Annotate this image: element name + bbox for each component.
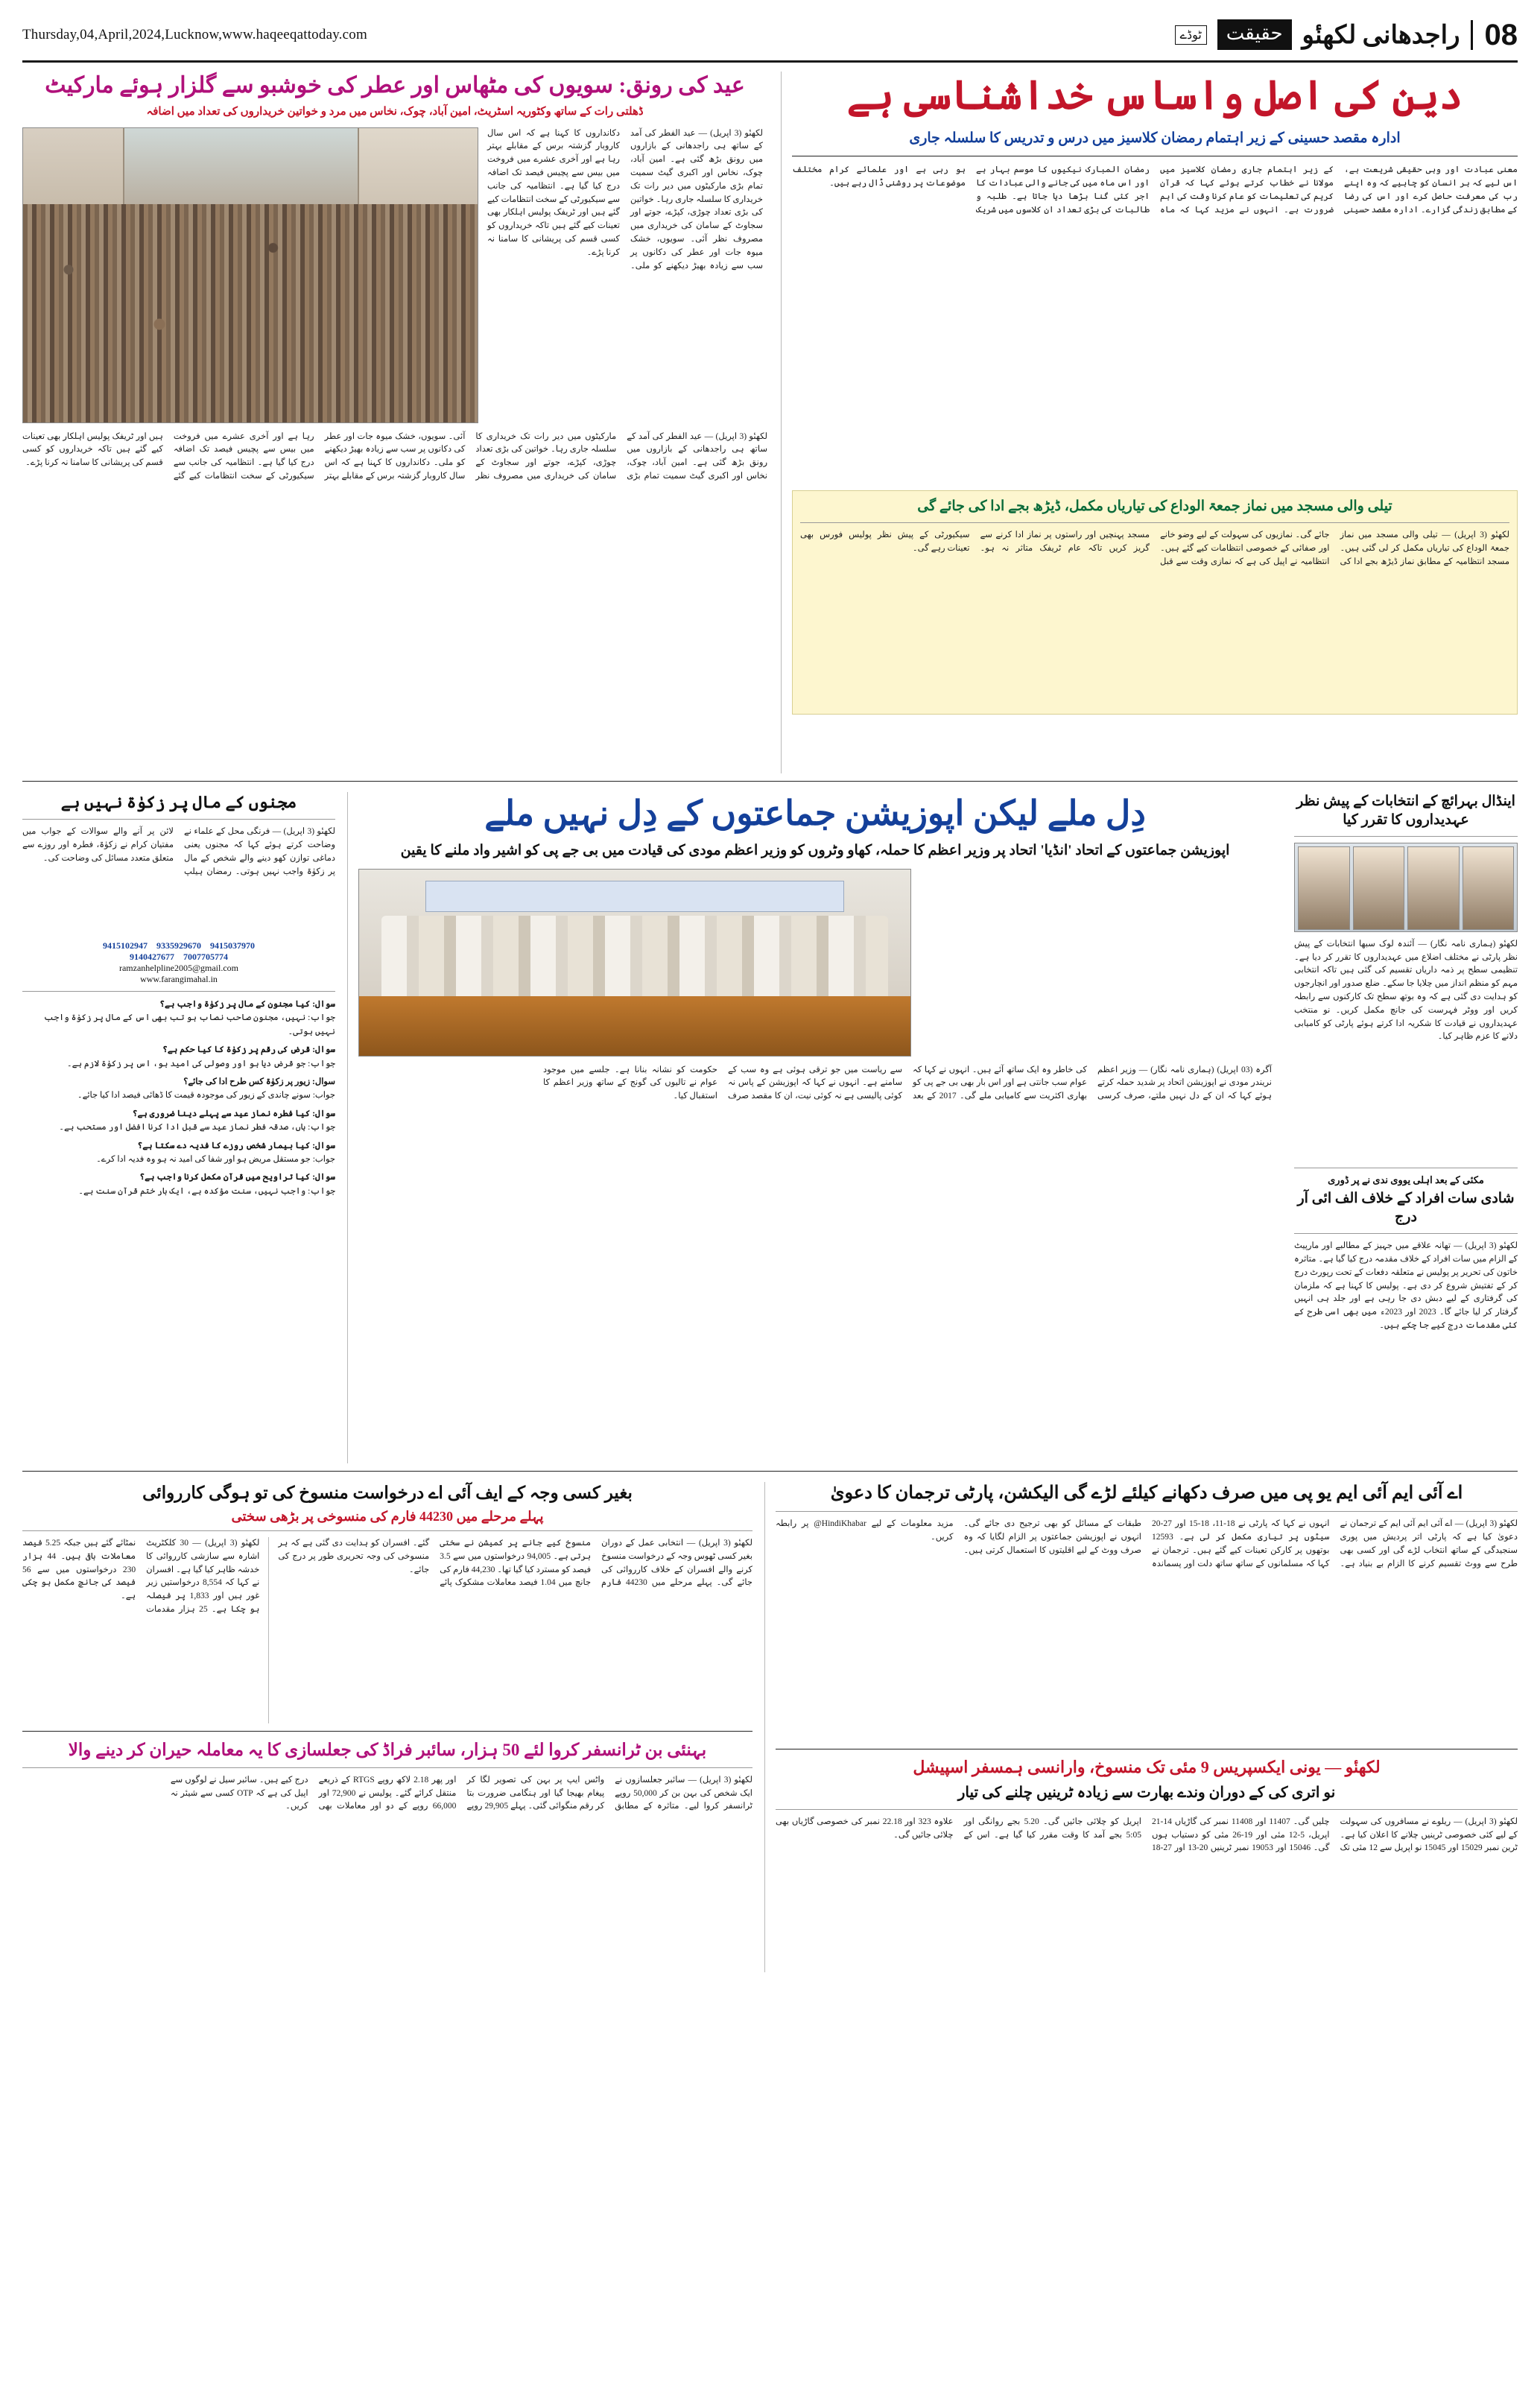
brand-title: راجدھانی لکھنٔو xyxy=(1302,21,1460,49)
eid-story xyxy=(22,72,767,773)
qa-answer: جواب: جو قرض دیا ہو اور وصولی کی امید ہو، اس پر زکوٰۃ لازم ہے۔ xyxy=(66,1059,335,1068)
qa-item xyxy=(22,1075,335,1103)
application-headline: بغیر کسی وجہ کے ایف آئی اے درخواست منسوخ کی تو ہوگی کارروائی xyxy=(142,1483,633,1503)
application-side: لکھنٔو (3 اپریل) — 30 کلکٹریٹ اشارہ سے سازشی کارروائی کا خدشہ ظاہر کیا گیا ہے۔ افسران نے کہا کہ 8,554 درخواستیں زیر غور ہیں اور 1,833 پر فیصلہ ہو چکا ہے۔ 25 ہزار مقدمات نمٹائے گئے ہیں جبکہ 5.25 فیصد معاملات باقی ہیں۔ 44 ہزار 230 درخواستوں میں سے 56 فیصد کی جانچ مکمل ہو چکی ہے۔ xyxy=(22,1538,260,1615)
fir-kicker: مکئی کے بعد اہلی یووی ندی نے پر ڈوری xyxy=(1328,1174,1484,1185)
lead-subhead: ادارہ مقصد حسینی کے زیر اہتمام رمضان کلاسیز میں درس و تدریس کا سلسلہ جاری xyxy=(909,130,1401,146)
eid-body-continued: لکھنٔو (3 اپریل) — عید الفطر کی آمد کے ساتھ ہی راجدھانی کے بازاروں میں رونق بڑھ گئی ہے۔ امین آباد، چوک، نخاس اور اکبری گیٹ سمیت تمام بڑی مارکیٹوں میں دیر رات تک خریداری کا سلسلہ جاری رہا۔ خواتین کی بڑی تعداد چوڑی، کپڑے، جوتے اور سجاوٹ کے سامان کی خریداری میں مصروف نظر آئی۔ سویوں، خشک میوہ جات اور عطر کی دکانوں پر سب سے زیادہ بھیڑ دیکھنے کو ملی۔ دکانداروں کا کہنا ہے کہ اس سال کاروبار گزشتہ برس کے مقابلے بہتر رہا ہے اور آخری عشرے میں فروخت میں بیس سے پچیس فیصد تک اضافہ درج کیا گیا ہے۔ انتظامیہ کی جانب سے سیکیورٹی کے سخت انتظامات کیے گئے ہیں اور ٹریفک پولیس اہلکار بھی تعینات کیے گئے ہیں تاکہ خریداروں کو کسی قسم کی پریشانی کا سامنا نہ کرنا پڑے۔ xyxy=(22,431,767,481)
bottom-right-column xyxy=(764,1482,1518,1972)
politics-body: آگرہ (03 اپریل) (ہماری نامہ نگار) — وزیر اعظم نریندر مودی نے اپوزیشن اتحاد پر شدید حملہ کرتے ہوئے کہا کہ ان کے دل نہیں ملتے، صرف کرسی کی خاطر وہ ایک ساتھ آئے ہیں۔ انہوں نے کہا کہ عوام سب جانتی ہے اور اس بار بھی بی جے پی کو بھاری اکثریت سے کامیابی ملے گی۔ 2017 کے بعد سے ریاست میں جو ترقی ہوئی ہے وہ سب کے سامنے ہے۔ انہوں نے کہا کہ اپوزیشن کے پاس نہ کوئی پالیسی ہے نہ کوئی نیت، ان کا مقصد صرف حکومت کو نشانہ بنانا ہے۔ جلسے میں موجود عوام نے تالیوں کی گونج کے ساتھ وزیر اعظم کا استقبال کیا۔ xyxy=(543,1065,1272,1101)
aimim-headline: اے آئی ایم آئی ایم یو پی میں صرف دکھانے کیلئے لڑے گی الیکشن، پارٹی ترجمان کا دعویٰ xyxy=(830,1483,1463,1504)
qa-item xyxy=(22,998,335,1039)
masthead xyxy=(22,19,1518,63)
email-1[interactable]: ramzanhelpline2005@gmail.com xyxy=(118,963,238,974)
lead-headline: دین کی اصل واساس خداشناسی ہے xyxy=(846,73,1463,118)
middle-section xyxy=(22,792,1518,1464)
brand-sub: ٹوڈے xyxy=(1175,25,1207,45)
fir-headline: شادی سات افراد کے خلاف الف ائی آر درج xyxy=(1297,1190,1515,1226)
eid-subhead: ڈھلتی رات کے ساتھ وکٹوریہ اسٹریٹ، امین آباد، چوک، نخاس میں مرد و خواتین خریداروں کی تعداد میں اضافہ xyxy=(146,105,644,118)
qa-answer: جواب: ہاں، صدقہ فطر نماز عید سے قبل ادا کرنا افضل اور مستحب ہے۔ xyxy=(59,1123,335,1133)
bottom-left-column xyxy=(22,1482,752,1972)
qa-question: سوال: زیور پر زکوٰۃ کس طرح ادا کی جائے؟ xyxy=(183,1077,335,1087)
lead-story xyxy=(781,72,1518,773)
brand-box: حقیقت xyxy=(1217,19,1292,50)
bottom-section xyxy=(22,1482,1518,1972)
phone-3[interactable]: 9415102947 xyxy=(103,940,148,951)
qa-question: سوال: قرض کی رقم پر زکوٰۃ کا کیا حکم ہے؟ xyxy=(162,1045,335,1055)
appointments-body: لکھنٔو (ہماری نامہ نگار) — آئندہ لوک سبھا انتخابات کے پیش نظر پارٹی نے مختلف اضلاع میں عہدیداروں کا تقرر کر دیا ہے۔ تنظیمی سطح پر ذمہ داریاں تقسیم کی گئی ہیں تاکہ انتخابی مہم کو منظم انداز میں چلایا جا سکے۔ ضلع صدور اور انچارجوں کو ہدایت دی گئی ہے کہ وہ بوتھ سطح تک کارکنوں سے رابطہ کریں اور ووٹر فہرست کی جانچ مکمل کریں۔ نو منتخب عہدیداروں نے قیادت کا شکریہ ادا کرتے ہوئے پارٹی کو کامیابی دلانے کا عزم ظاہر کیا۔ xyxy=(1294,939,1518,1042)
qa-question: سوال: کیا فطرہ نماز عید سے پہلے دینا ضروری ہے؟ xyxy=(132,1109,335,1118)
qa-answer: جواب: سونے چاندی کے زیور کی موجودہ قیمت کا ڈھائی فیصد ادا کیا جائے۔ xyxy=(77,1091,335,1101)
eid-headline: عید کی رونق: سویوں کی مٹھاس اور عطر کی خوشبو سے گلزار ہوئے مارکیٹ xyxy=(45,73,745,98)
rail-body: لکھنٔو (3 اپریل) — ریلوے نے مسافروں کی سہولت کے لیے کئی خصوصی ٹرینیں چلانے کا اعلان کیا ہے۔ ٹرین نمبر 15029 اور 15045 نو اپریل سے 12 مئی تک چلیں گی۔ 11407 اور 11408 نمبر کی گاڑیاں 14-21 اپریل، 5-12 مئی اور 19-26 مئی کو دستیاب ہوں گی۔ 15046 اور 19053 نمبر ٹرینیں 20-13 اور 27-18 اپریل کو چلائی جائیں گی۔ 5.20 بجے روانگی اور 5:05 بجے آمد کا وقت مقرر کیا گیا ہے۔ اس کے علاوہ 323 اور 22.18 نمبر کی خصوصی گاڑیاں بھی چلائی جائیں گی۔ xyxy=(776,1817,1518,1853)
qa-question: سوال: کیا تراویح میں قرآن مکمل کرنا واجب ہے؟ xyxy=(139,1173,335,1182)
politics-headline: دِل ملے لیکن اپوزیشن جماعتوں کے دِل نہیں ملے xyxy=(484,794,1146,832)
zakat-helpline-column xyxy=(22,792,335,1464)
right-column xyxy=(1294,792,1518,1464)
phone-5[interactable]: 9140427677 xyxy=(130,951,174,963)
qa-item xyxy=(22,1139,335,1167)
lead-body: معنی عبادت اور وہی حقیقی شریعت ہے، اس لیے کہ ہر انسان کو چاہیے کہ وہ اپنے رب کی معرفت حاصل کرے اور اس کی رضا کے مطابق زندگی گزارے۔ ادارہ مقصد حسینی کے زیر اہتمام جاری رمضان کلاسیز میں مولانا نے خطاب کرتے ہوئے کہا کہ قرآن کریم کی تعلیمات کو عام کرنا وقت کی اہم ضرورت ہے۔ انہوں نے مزید کہا کہ ماہ رمضان المبارک نیکیوں کا موسم بہار ہے اور اس ماہ میں کی جانے والی عبادات کا اجر کئی گنا بڑھا دیا جاتا ہے۔ طلبہ و طالبات کی بڑی تعداد ان کلاسوں میں شریک ہو رہی ہے اور علمائے کرام مختلف موضوعات پر روشنی ڈال رہے ہیں۔ xyxy=(792,165,1518,215)
qa-item xyxy=(22,1043,335,1071)
application-body: لکھنٔو (3 اپریل) — انتخابی عمل کے دوران بغیر کسی ٹھوس وجہ کے درخواست منسوخ کرنے والے افسران کے خلاف کارروائی کی جائے گی۔ پہلے مرحلے میں 44230 فارم منسوخ کیے جانے پر کمیشن نے سختی برتی ہے۔ 94,005 درخواستوں میں سے 3.5 فیصد کو مسترد کیا گیا تھا۔ 44,230 فارم کی جانچ میں 1.04 فیصد معاملات مشکوک پائے گئے۔ افسران کو ہدایت دی گئی ہے کہ ہر منسوخی کی وجہ تحریری طور پر درج کی جائے۔ xyxy=(268,1537,752,1723)
politics-story xyxy=(347,792,1282,1464)
rail-subhead: نو اتری کی کے دوران وندے بھارت سے زیادہ ٹرینیں چلنے کی تیار xyxy=(957,1784,1336,1801)
phone-1[interactable]: 9415037970 xyxy=(210,940,255,951)
dateline: Thursday,04,April,2024,Lucknow,www.haqeeqattoday.com xyxy=(22,26,367,42)
market-crowd-photo xyxy=(22,127,478,423)
phone-4[interactable]: 7007705774 xyxy=(183,951,228,963)
phone-2[interactable]: 9335929670 xyxy=(156,940,201,951)
fraud-body: لکھنٔو (3 اپریل) — سائبر جعلسازوں نے ایک شخص کی بہن بن کر 50,000 روپے ٹرانسفر کروا لیے۔ متاثرہ کے مطابق واٹس ایپ پر بہن کی تصویر لگا کر پیغام بھیجا گیا اور ہنگامی ضرورت بتا کر رقم منگوائی گئی۔ پہلے 29,905 روپے اور پھر 2.18 لاکھ روپے RTGS کے ذریعے منتقل کرائے گئے۔ پولیس نے 72,900 اور 66,000 روپے کے دو اور معاملات بھی درج کیے ہیں۔ سائبر سیل نے لوگوں سے اپیل کی ہے کہ OTP کسی سے شیئر نہ کریں۔ xyxy=(170,1775,752,1811)
tarawih-body: لکھنٔو (3 اپریل) — تیلی والی مسجد میں نماز جمعۃ الوداع کی تیاریاں مکمل کر لی گئی ہیں۔ مسجد انتظامیہ کے مطابق نماز ڈیڑھ بجے ادا کی جائے گی۔ نمازیوں کی سہولت کے لیے وضو خانے اور صفائی کے خصوصی انتظامات کیے گئے ہیں۔ انتظامیہ نے اپیل کی ہے کہ نمازی وقت سے قبل مسجد پہنچیں اور راستوں پر نماز ادا کرنے سے گریز کریں تاکہ عام ٹریفک متاثر نہ ہو۔ سیکیورٹی کے پیش نظر پولیس فورس بھی تعینات رہے گی۔ xyxy=(800,531,1509,566)
fraud-headline: بہنئی بن ٹرانسفر کروا لئے 50 ہزار، سائبر فراڈ کی جعلسازی کا یہ معاملہ حیران کر دینے والا xyxy=(68,1740,707,1759)
eid-body: لکھنٔو (3 اپریل) — عید الفطر کی آمد کے ساتھ ہی راجدھانی کے بازاروں میں رونق بڑھ گئی ہے۔ امین آباد، چوک، نخاس اور اکبری گیٹ سمیت تمام بڑی مارکیٹوں میں دیر رات تک خریداری کا سلسلہ جاری رہا۔ خواتین کی بڑی تعداد چوڑی، کپڑے، جوتے اور سجاوٹ کے سامان کی خریداری میں مصروف نظر آئی۔ سویوں، خشک میوہ جات اور عطر کی دکانوں پر سب سے زیادہ بھیڑ دیکھنے کو ملی۔ دکانداروں کا کہنا ہے کہ اس سال کاروبار گزشتہ برس کے مقابلے بہتر رہا ہے اور آخری عشرے میں فروخت میں بیس سے پچیس فیصد تک اضافہ درج کیا گیا ہے۔ انتظامیہ کی جانب سے سیکیورٹی کے سخت انتظامات کیے گئے ہیں اور ٹریفک پولیس اہلکار بھی تعینات کیے گئے ہیں تاکہ خریداروں کو کسی قسم کی پریشانی کا سامنا نہ کرنا پڑے۔ xyxy=(487,128,763,270)
politics-subhead: اپوزیشن جماعتوں کے اتحاد 'انڈیا' اتحاد پر وزیر اعظم کا حملہ، کھاو وٹروں کو وزیر اعظم مودی کی قیادت میں بی جے پی کو اشیر واد ملنے کا یقین xyxy=(400,843,1230,858)
qa-question: سوال: کیا مجنون کے مال پر زکوٰۃ واجب ہے؟ xyxy=(159,1000,335,1010)
page-number: 08 xyxy=(1471,20,1518,50)
website[interactable]: www.farangimahal.in xyxy=(140,974,218,985)
officials-photo xyxy=(1294,843,1518,932)
fir-body: لکھنٔو (3 اپریل) — تھانہ علاقے میں جہیز کے مطالبے اور مارپیٹ کے الزام میں سات افراد کے خلاف مقدمہ درج کیا گیا ہے۔ متاثرہ خاتون کی تحریر پر پولیس نے متعلقہ دفعات کے تحت رپورٹ درج کر کے تفتیش شروع کر دی ہے۔ پولیس کا کہنا ہے کہ ملزمان کی گرفتاری کے لیے دبش دی جا رہی ہے اور جلد ہی انہیں گرفتار کر لیا جائے گا۔ 2023 اور 2023ء میں بھی اسی طرح کے کئی مقدمات درج کیے جا چکے ہیں۔ xyxy=(1294,1241,1518,1330)
qa-answer: جواب: جو مستقل مریض ہو اور شفا کی امید نہ ہو وہ فدیہ ادا کرے۔ xyxy=(96,1155,335,1164)
aimim-body: لکھنٔو (3 اپریل) — اے آئی ایم آئی ایم کے ترجمان نے دعویٰ کیا ہے کہ پارٹی اتر پردیش میں پوری سنجیدگی کے ساتھ انتخاب لڑے گی اور کسی بھی طرح سے ووٹ تقسیم کرنے کا الزام بے بنیاد ہے۔ انہوں نے کہا کہ پارٹی نے 18-11، 18-15 اور 27-20 سیٹوں پر تیاری مکمل کر لی ہے۔ 12593 بوتھوں پر کارکن تعینات کیے گئے ہیں۔ ترجمان نے کہا کہ مسلمانوں کے ساتھ ساتھ دلت اور پسماندہ طبقات کے مسائل کو بھی ترجیح دی جائے گی۔ انہوں نے اپوزیشن جماعتوں پر الزام لگایا کہ وہ صرف ووٹ کے لیے اقلیتوں کا استعمال کرتی ہیں۔ مزید معلومات کے لیے HindiKhabar@ پر رابطہ کریں۔ xyxy=(776,1519,1518,1568)
qa-question: سوال: کیا بیمار شخص روزے کا فدیہ دے سکتا ہے؟ xyxy=(137,1141,335,1150)
masthead-brand xyxy=(1175,19,1518,50)
majnu-headline: مجنوں کے مال پر زکوٰۃ نہیں ہے xyxy=(60,792,297,811)
divider-2 xyxy=(22,1471,1518,1472)
qa-item xyxy=(22,1107,335,1135)
qa-answer: جواب: نہیں، مجنون صاحب نصاب ہو تب بھی اس کے مال پر زکوٰۃ واجب نہیں ہوتی۔ xyxy=(44,1013,335,1036)
qa-item xyxy=(22,1171,335,1198)
tarawih-box xyxy=(792,490,1518,715)
divider-1 xyxy=(22,781,1518,782)
rally-photo xyxy=(358,869,911,1057)
qa-list xyxy=(22,998,335,1198)
application-subhead: پہلے مرحلے میں 44230 فارم کی منسوخی پر بڑھی سختی xyxy=(231,1508,544,1524)
qa-answer: جواب: واجب نہیں، سنت مؤکدہ ہے، ایک بار ختم قرآن سنت ہے۔ xyxy=(78,1186,335,1196)
majnu-body: لکھنٔو (3 اپریل) — فرنگی محل کے علماء نے وضاحت کرتے ہوئے کہا کہ مجنوں یعنی دماغی توازن کھو دینے والے شخص کے مال پر زکوٰۃ واجب نہیں ہوتی۔ رمضان ہیلپ لائن پر آنے والے سوالات کے جواب میں مفتیان کرام نے زکوٰۃ، فطرہ اور روزے سے متعلق متعدد مسائل کی وضاحت کی۔ xyxy=(22,827,335,876)
rail-headline: لکھنٔو — یونی ایکسپریس 9 مئی تک منسوخ، وارانسی ہمسفر اسپیشل xyxy=(913,1758,1381,1777)
appointments-headline: اینڈال بہرائچ کے انتخابات کے پیش نظر عہدیداروں کا تقرر کیا xyxy=(1296,793,1515,829)
tarawih-headline: تیلی والی مسجد میں نماز جمعۃ الوداع کی تیاریاں مکمل، ڈیڑھ بجے ادا کی جائے گی xyxy=(917,498,1392,515)
top-section xyxy=(22,72,1518,773)
